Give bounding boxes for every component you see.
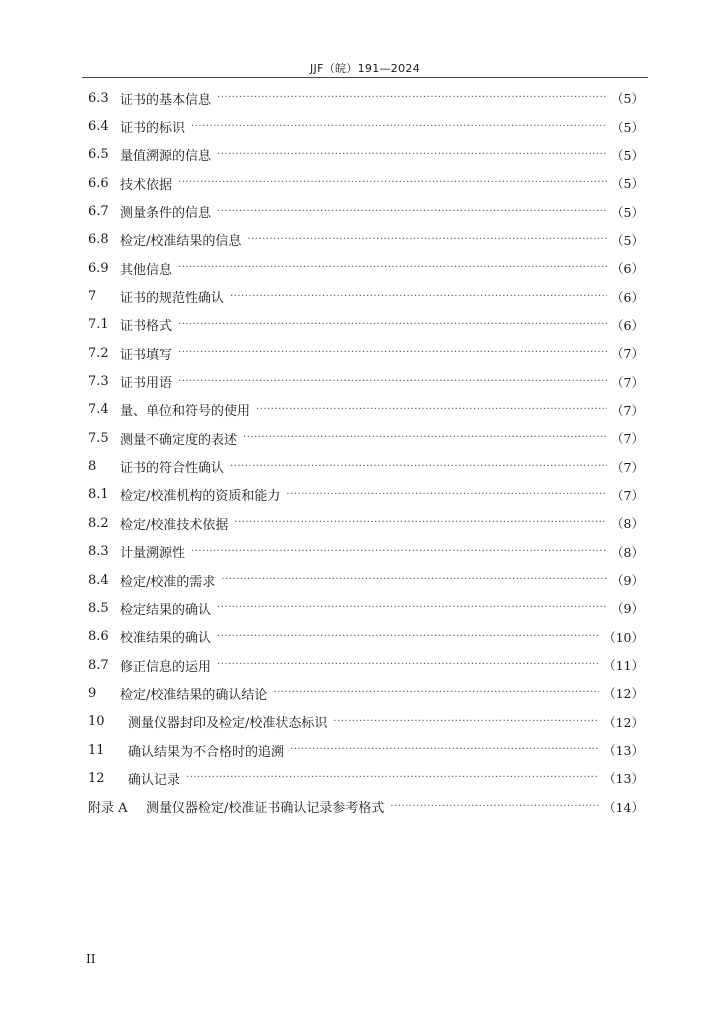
- toc-title: 测量仪器封印及检定/校准状态标识: [128, 716, 328, 732]
- dot-leader: [178, 176, 607, 190]
- toc-entry[interactable]: [88, 169, 644, 197]
- toc-entry[interactable]: [88, 566, 644, 594]
- toc-page: （9）: [611, 573, 644, 589]
- toc-number: 6.9: [88, 260, 109, 276]
- dot-leader: [178, 375, 607, 389]
- toc-entry[interactable]: [88, 141, 644, 169]
- toc-page: （5）: [611, 232, 644, 248]
- toc-number: 8.2: [88, 515, 109, 531]
- dot-leader: [217, 205, 607, 219]
- toc-entry[interactable]: [88, 452, 644, 480]
- toc-number: 7.3: [88, 374, 109, 390]
- toc-page: （5）: [611, 91, 644, 107]
- toc-entry[interactable]: [88, 509, 644, 537]
- dot-leader: [286, 488, 607, 502]
- toc-page: （5）: [611, 176, 644, 192]
- toc-entry[interactable]: [88, 679, 644, 707]
- toc-number: 6.3: [88, 90, 109, 106]
- toc-page: （9）: [611, 601, 644, 617]
- toc-entry[interactable]: [88, 736, 644, 764]
- toc-title: 确认结果为不合格时的追溯: [128, 744, 285, 760]
- toc-title: 检定/校准的需求: [120, 574, 216, 590]
- dot-leader: [217, 91, 607, 105]
- toc-entry[interactable]: [88, 396, 644, 424]
- toc-title: 测量仪器检定/校准证书确认记录参考格式: [146, 801, 385, 817]
- toc-title: 证书的标识: [120, 121, 186, 137]
- dot-leader: [234, 516, 607, 530]
- dot-leader: [273, 686, 599, 700]
- toc-number: 6.6: [88, 175, 109, 191]
- dot-leader: [178, 346, 607, 360]
- dot-leader: [256, 403, 607, 417]
- toc-title: 证书的基本信息: [120, 92, 212, 108]
- toc-title: 证书格式: [120, 319, 173, 335]
- toc-entry[interactable]: [88, 424, 644, 452]
- toc-number: 7.2: [88, 345, 109, 361]
- toc-title: 证书用语: [120, 376, 173, 392]
- toc-entry[interactable]: [88, 793, 644, 821]
- toc-entry[interactable]: [88, 708, 644, 736]
- toc-number: 7.4: [88, 402, 109, 418]
- toc-page: （12）: [603, 714, 644, 730]
- toc-title: 证书的符合性确认: [120, 461, 225, 477]
- dot-leader: [217, 630, 599, 644]
- toc-page: （7）: [611, 459, 644, 475]
- toc-number: 8.4: [88, 572, 109, 588]
- toc-page: （5）: [611, 204, 644, 220]
- toc-number: 8.5: [88, 600, 109, 616]
- toc-entry[interactable]: [88, 538, 644, 566]
- toc-page: （7）: [611, 346, 644, 362]
- dot-leader: [230, 460, 607, 474]
- toc-number: 6.7: [88, 204, 109, 220]
- dot-leader: [230, 290, 607, 304]
- toc-title: 计量溯源性: [120, 546, 186, 562]
- toc-page: （13）: [603, 771, 644, 787]
- toc-number: 8.6: [88, 629, 109, 645]
- page-number: II: [86, 952, 96, 966]
- toc-page: （8）: [611, 516, 644, 532]
- dot-leader: [221, 573, 607, 587]
- toc-page: （6）: [611, 261, 644, 277]
- toc-page: （10）: [603, 629, 644, 645]
- toc-entry[interactable]: [88, 282, 644, 310]
- toc-title: 量、单位和符号的使用: [120, 404, 251, 420]
- toc-entry[interactable]: [88, 254, 644, 282]
- toc-page: （5）: [611, 119, 644, 135]
- toc-number: 6.5: [88, 147, 109, 163]
- toc-page: （7）: [611, 374, 644, 390]
- dot-leader: [178, 261, 607, 275]
- toc-title: 证书的规范性确认: [120, 291, 225, 307]
- toc-number: 8: [88, 459, 97, 475]
- toc-entry[interactable]: [88, 339, 644, 367]
- toc-title: 校准结果的确认: [120, 631, 212, 647]
- toc-page: （11）: [603, 658, 644, 674]
- toc-title: 测量不确定度的表述: [120, 432, 238, 448]
- dot-leader: [243, 431, 607, 445]
- toc-page: （14）: [603, 799, 644, 815]
- toc-entry[interactable]: [88, 367, 644, 395]
- dot-leader: [217, 658, 599, 672]
- toc-page: （6）: [611, 317, 644, 333]
- toc-number: 7.1: [88, 317, 109, 333]
- toc-title: 检定/校准技术依据: [120, 517, 229, 533]
- toc-page: （8）: [611, 544, 644, 560]
- toc-title: 确认记录: [128, 772, 181, 788]
- toc-number: 10: [88, 714, 105, 730]
- toc-entry[interactable]: [88, 764, 644, 792]
- toc-entry[interactable]: [88, 84, 644, 112]
- toc-number: 6.8: [88, 232, 109, 248]
- toc-number: 附录 A: [88, 801, 128, 817]
- toc-number: 8.7: [88, 657, 109, 673]
- toc-title: 量值溯源的信息: [120, 149, 212, 165]
- dot-leader: [217, 148, 607, 162]
- toc-number: 9: [88, 685, 97, 701]
- dot-leader: [290, 743, 599, 757]
- toc-entry[interactable]: [88, 197, 644, 225]
- header-rule: [82, 77, 648, 78]
- dot-leader: [178, 318, 607, 332]
- toc-number: 8.1: [88, 487, 109, 503]
- toc-title: 测量条件的信息: [120, 206, 212, 222]
- toc-title: 检定结果的确认: [120, 602, 212, 618]
- toc-number: 8.3: [88, 544, 109, 560]
- toc-page: （7）: [611, 402, 644, 418]
- toc-page: （5）: [611, 147, 644, 163]
- toc-title: 其他信息: [120, 262, 173, 278]
- toc-page: （7）: [611, 431, 644, 447]
- dot-leader: [191, 120, 607, 134]
- toc-page: （12）: [603, 686, 644, 702]
- dot-leader: [333, 715, 599, 729]
- table-of-contents: [88, 84, 644, 821]
- running-header: JJF（皖）191—2024: [309, 62, 420, 75]
- toc-number: 11: [88, 742, 105, 758]
- toc-number: 6.4: [88, 119, 109, 135]
- toc-entry[interactable]: [88, 226, 644, 254]
- toc-title: 技术依据: [120, 177, 173, 193]
- toc-title: 检定/校准结果的信息: [120, 234, 242, 250]
- toc-title: 证书填写: [120, 347, 173, 363]
- toc-number: 12: [88, 770, 105, 786]
- dot-leader: [247, 233, 607, 247]
- toc-entry[interactable]: [88, 311, 644, 339]
- toc-entry[interactable]: [88, 594, 644, 622]
- toc-entry[interactable]: [88, 651, 644, 679]
- toc-title: 检定/校准结果的确认结论: [120, 687, 268, 703]
- toc-entry[interactable]: [88, 112, 644, 140]
- dot-leader: [390, 800, 599, 814]
- toc-number: 7: [88, 289, 97, 305]
- toc-page: （7）: [611, 487, 644, 503]
- toc-page: （13）: [603, 743, 644, 759]
- toc-entry[interactable]: [88, 481, 644, 509]
- toc-page: （6）: [611, 289, 644, 305]
- dot-leader: [217, 601, 607, 615]
- toc-title: 检定/校准机构的资质和能力: [120, 489, 281, 505]
- toc-entry[interactable]: [88, 623, 644, 651]
- dot-leader: [186, 771, 599, 785]
- dot-leader: [191, 545, 607, 559]
- toc-number: 7.5: [88, 430, 109, 446]
- toc-title: 修正信息的运用: [120, 659, 212, 675]
